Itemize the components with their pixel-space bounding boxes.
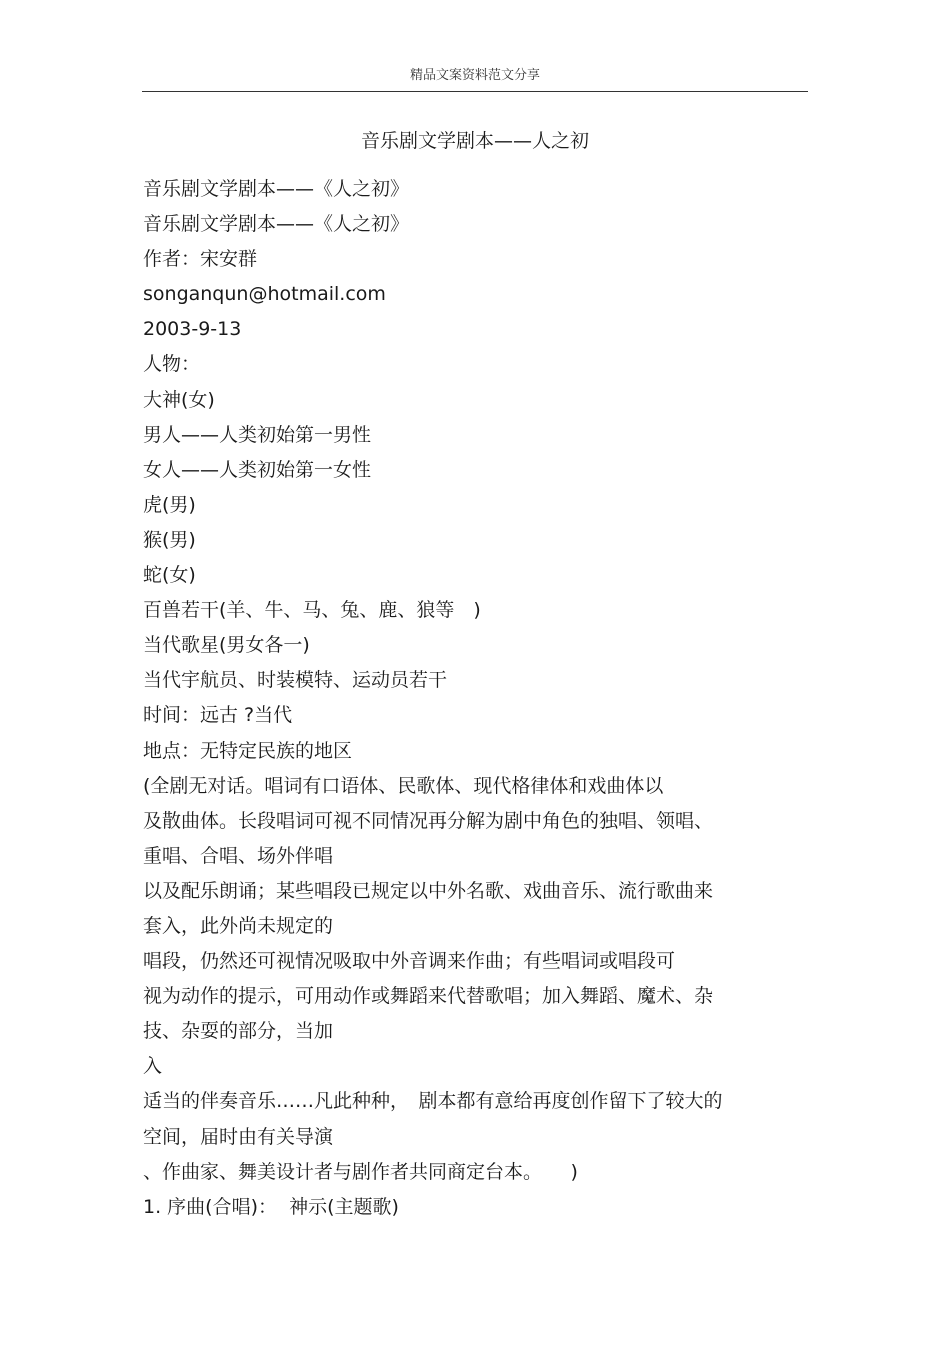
notes-paragraph-line: 重唱、合唱、场外伴唱 — [143, 844, 334, 867]
notes-paragraph-line: 入 — [143, 1055, 163, 1078]
time-line: 时间：远古 ?当代 — [143, 704, 293, 727]
character-item: 女人——人类初始第一女性 — [143, 458, 372, 481]
body-line: 音乐剧文学剧本——《人之初》 — [143, 178, 410, 200]
notes-paragraph-line: 唱段，仍然还可视情况吸取中外音调来作曲；有些唱词或唱段可 — [143, 950, 676, 973]
character-item: 猴(男) — [143, 528, 196, 551]
header-divider — [142, 91, 808, 92]
notes-paragraph-line: 技、杂耍的部分，当加 — [143, 1020, 334, 1043]
character-item: 男人——人类初始第一男性 — [143, 423, 372, 446]
notes-paragraph-line: 视为动作的提示，可用动作或舞蹈来代替歌唱；加入舞蹈、魔术、杂 — [143, 985, 714, 1008]
character-item: 虎(男) — [143, 493, 196, 516]
document-body — [143, 172, 823, 1225]
notes-paragraph-line: 空间，届时由有关导演 — [143, 1125, 334, 1148]
notes-paragraph-line: 套入，此外尚未规定的 — [143, 914, 334, 937]
date-line: 2003-9-13 — [143, 318, 242, 341]
notes-paragraph-line: 、作曲家、舞美设计者与剧作者共同商定台本。 ) — [143, 1160, 578, 1183]
body-line: 音乐剧文学剧本——《人之初》 — [143, 213, 410, 236]
notes-paragraph-line: (全剧无对话。唱词有口语体、民歌体、现代格律体和戏曲体以 — [143, 774, 664, 797]
notes-paragraph-line: 及散曲体。长段唱词可视不同情况再分解为剧中角色的独唱、领唱、 — [143, 809, 714, 832]
page-header: 精品文案资料范文分享 — [409, 68, 540, 83]
email-line: songanqun@hotmail.com — [143, 283, 386, 306]
characters-heading: 人物： — [143, 353, 201, 376]
author-line: 作者：宋安群 — [143, 248, 258, 271]
notes-paragraph-line: 以及配乐朗诵；某些唱段已规定以中外名歌、戏曲音乐、流行歌曲来 — [143, 879, 714, 902]
character-item: 蛇(女) — [143, 564, 196, 587]
character-item: 大神(女) — [143, 388, 215, 411]
character-item: 百兽若干(羊、牛、马、兔、鹿、狼等 ) — [143, 599, 481, 622]
document-title: 音乐剧文学剧本——人之初 — [360, 130, 589, 152]
place-line: 地点：无特定民族的地区 — [143, 739, 353, 762]
section-heading: 1. 序曲(合唱)： 神示(主题歌) — [143, 1195, 399, 1218]
notes-paragraph-line: 适当的伴奏音乐……凡此种种， 剧本都有意给再度创作留下了较大的 — [143, 1090, 723, 1113]
character-item: 当代歌星(男女各一) — [143, 634, 310, 657]
character-item: 当代宇航员、时装模特、运动员若干 — [143, 669, 448, 692]
